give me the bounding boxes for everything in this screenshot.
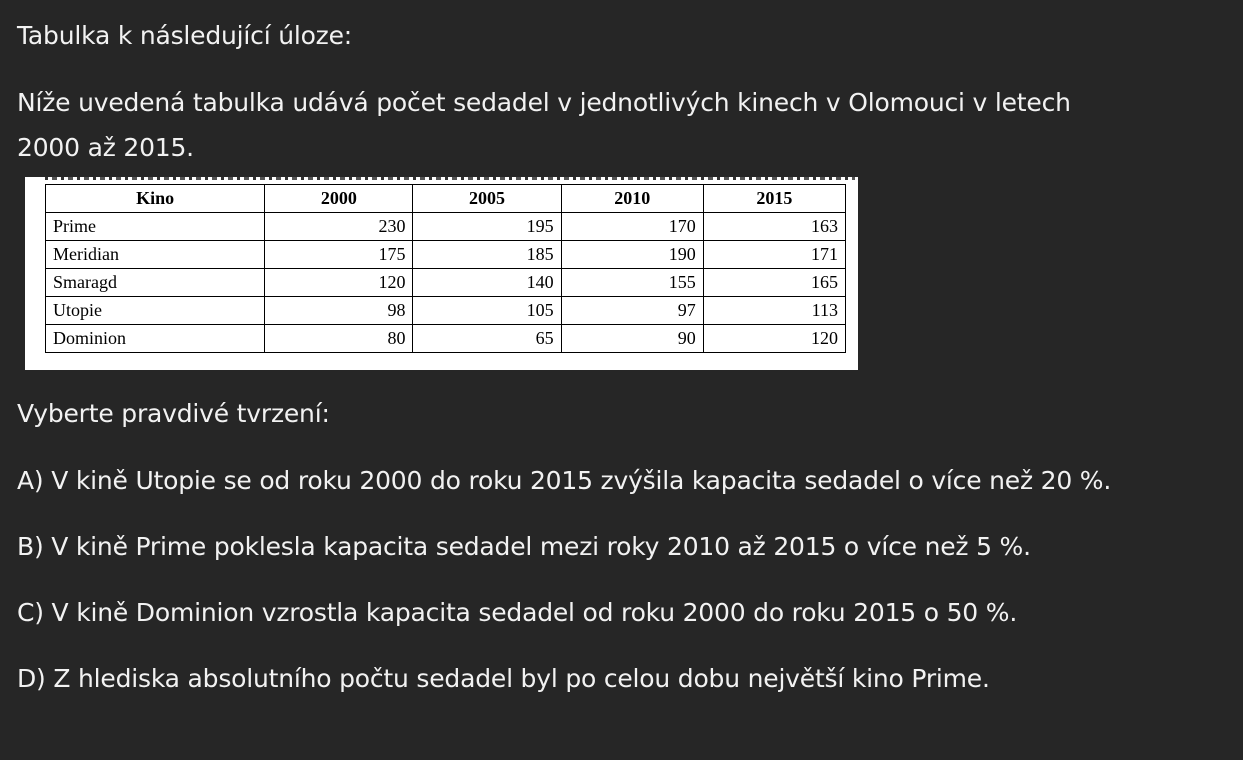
seats-table-image [25, 177, 858, 370]
seat-count: 98 [265, 297, 413, 325]
seat-count: 105 [413, 297, 561, 325]
seat-count: 171 [703, 241, 845, 269]
seat-count: 90 [561, 325, 703, 353]
seat-count: 163 [703, 213, 845, 241]
seat-count: 230 [265, 213, 413, 241]
description-line-2: 2000 až 2015. [17, 133, 194, 162]
cinema-name: Meridian [46, 241, 265, 269]
header-cinema: Kino [46, 185, 265, 213]
seat-count: 97 [561, 297, 703, 325]
table-row [46, 213, 846, 241]
seat-count: 175 [265, 241, 413, 269]
table-row [46, 241, 846, 269]
table-header-row [46, 185, 846, 213]
seat-count: 190 [561, 241, 703, 269]
seat-count: 155 [561, 269, 703, 297]
seat-count: 165 [703, 269, 845, 297]
seat-count: 113 [703, 297, 845, 325]
seat-count: 120 [703, 325, 845, 353]
seats-table [45, 184, 846, 353]
description-line-1: Níže uvedená tabulka udává počet sedadel v jednotlivých kinech v Olomouci v letech [17, 88, 1071, 117]
option-d: D) Z hlediska absolutního počtu sedadel byl po celou dobu největší kino Prime. [17, 664, 990, 693]
table-row [46, 325, 846, 353]
header-2000: 2000 [265, 185, 413, 213]
seat-count: 170 [561, 213, 703, 241]
cropped-caption-remnant [45, 177, 855, 180]
seat-count: 80 [265, 325, 413, 353]
seat-count: 185 [413, 241, 561, 269]
option-a: A) V kině Utopie se od roku 2000 do roku 2015 zvýšila kapacita sedadel o více než 20 %. [17, 466, 1112, 495]
cinema-name: Utopie [46, 297, 265, 325]
table-row [46, 297, 846, 325]
seat-count: 195 [413, 213, 561, 241]
option-c: C) V kině Dominion vzrostla kapacita sedadel od roku 2000 do roku 2015 o 50 %. [17, 598, 1018, 627]
cinema-name: Smaragd [46, 269, 265, 297]
seat-count: 120 [265, 269, 413, 297]
header-2015: 2015 [703, 185, 845, 213]
header-2010: 2010 [561, 185, 703, 213]
seat-count: 140 [413, 269, 561, 297]
question-text: Vyberte pravdivé tvrzení: [17, 399, 330, 428]
seat-count: 65 [413, 325, 561, 353]
header-2005: 2005 [413, 185, 561, 213]
cinema-name: Prime [46, 213, 265, 241]
option-b: B) V kině Prime poklesla kapacita sedadel mezi roky 2010 až 2015 o více než 5 %. [17, 532, 1031, 561]
table-row [46, 269, 846, 297]
cinema-name: Dominion [46, 325, 265, 353]
intro-text: Tabulka k následující úloze: [17, 21, 353, 50]
